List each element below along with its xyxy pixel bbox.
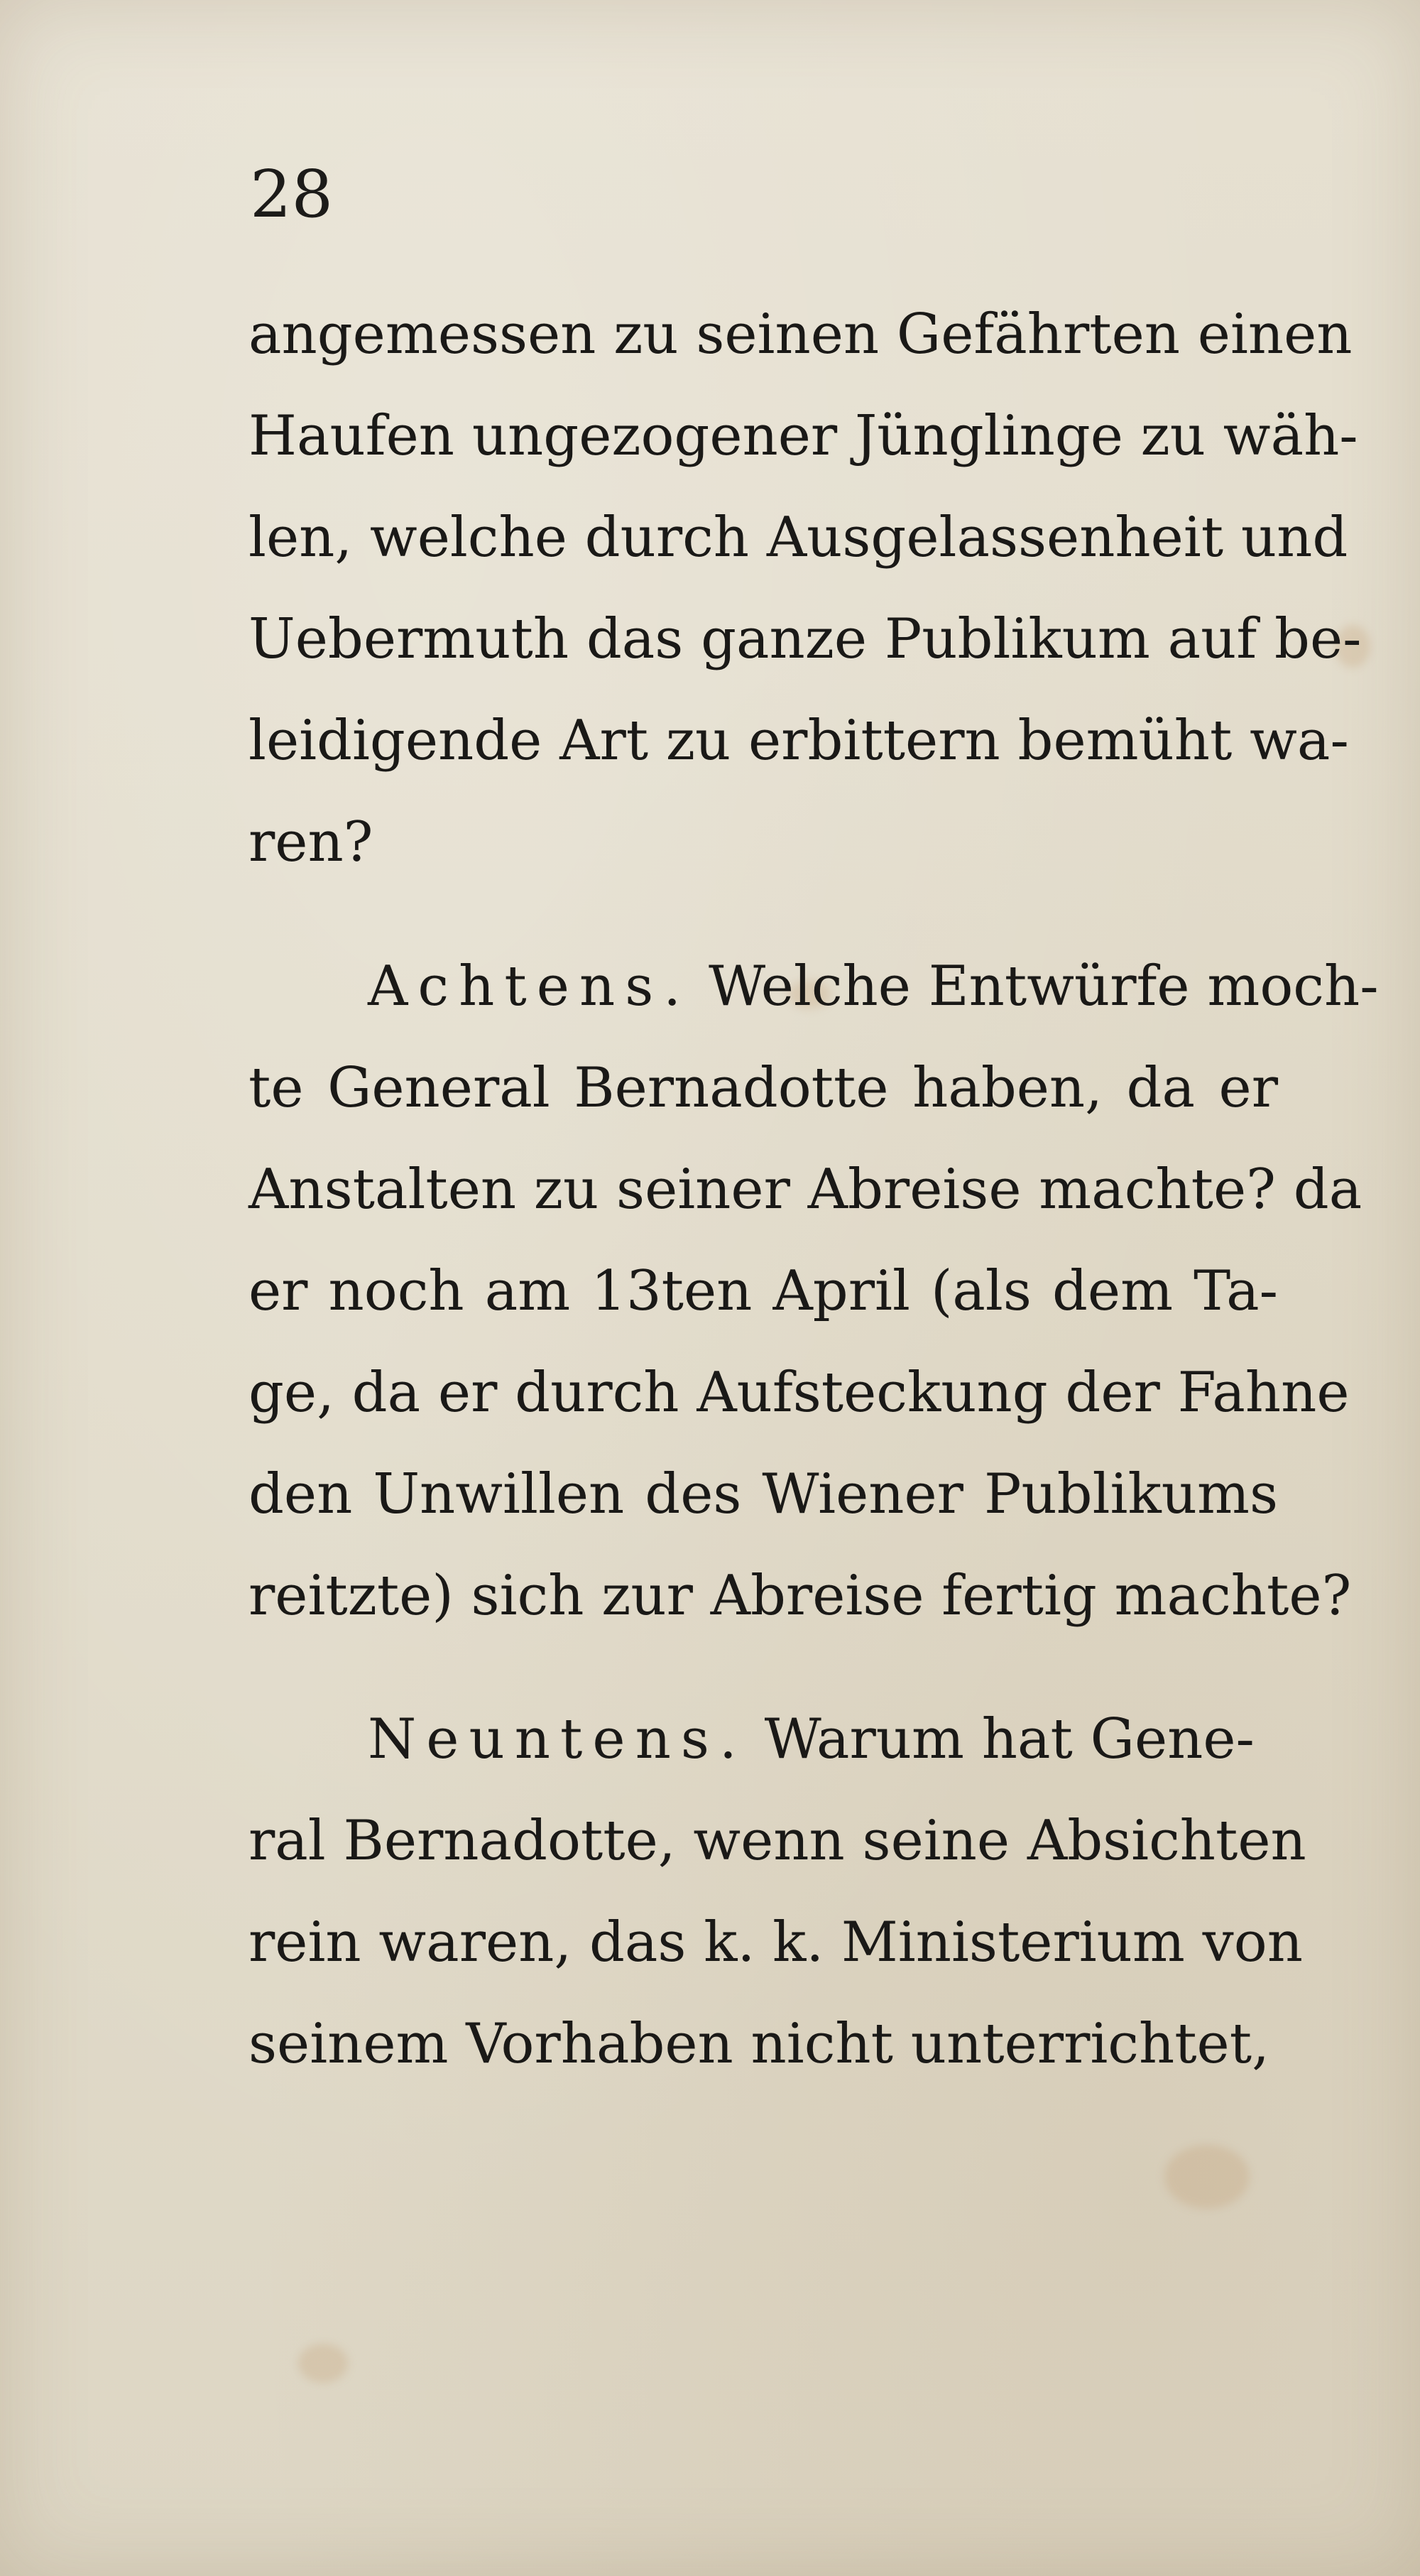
foxing-stain	[1164, 2145, 1250, 2209]
text-line: len, welche durch Ausgelassenheit und	[248, 506, 1348, 570]
text-line: rein waren, das k. k. Ministerium von	[248, 1911, 1303, 1974]
text-line	[248, 1689, 1278, 1790]
text-line: leidigende Art zu erbittern bemüht wa-	[248, 709, 1349, 773]
text-line: ge, da er durch Aufsteckung der Fahne	[248, 1361, 1350, 1425]
text-line: Anstalten zu seiner Abreise machte? da	[248, 1158, 1362, 1222]
section-lead: Achtens.	[368, 955, 692, 1018]
text-segment: Welche Entwürfe moch-	[708, 955, 1379, 1018]
text-line	[248, 936, 1379, 1038]
text-line: Uebermuth das ganze Publikum auf be-	[248, 607, 1362, 671]
paragraph-2	[248, 936, 1379, 1647]
text-line: angemessen zu seinen Gefährten einen	[248, 303, 1353, 366]
text-line: ral Bernadotte, wenn seine Absichten	[248, 1809, 1306, 1873]
text-line: reitzte) sich zur Abreise fertig machte?	[248, 1564, 1352, 1628]
foxing-stain	[298, 2344, 348, 2383]
text-line: den Unwillen des Wiener Publikums	[248, 1462, 1278, 1526]
paragraph-1	[248, 284, 1362, 893]
page-number: 28	[250, 156, 334, 232]
text-segment: Warum hat Gene-	[764, 1707, 1255, 1771]
text-line: seinem Vorhaben nicht unterrichtet,	[248, 2012, 1269, 2076]
text-line: Haufen ungezogener Jünglinge zu wäh-	[248, 404, 1358, 468]
section-lead: Neuntens.	[368, 1707, 747, 1771]
text-line: te General Bernadotte haben, da er	[248, 1056, 1278, 1120]
text-line: er noch am 13ten April (als dem Ta-	[248, 1259, 1278, 1323]
text-line: ren?	[248, 810, 373, 874]
paragraph-3	[248, 1689, 1306, 2095]
